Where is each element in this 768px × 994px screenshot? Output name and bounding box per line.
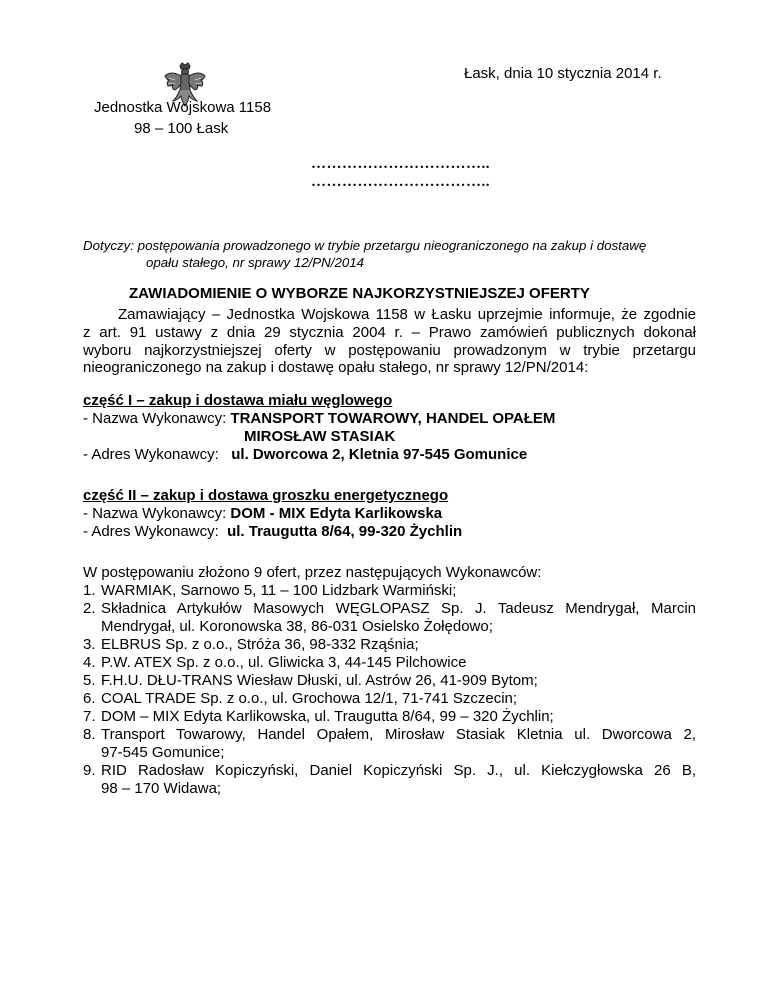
part2-heading: część II – zakup i dostawa groszku energetycznego <box>83 487 449 504</box>
intro-line-1: Zamawiający – Jednostka Wojskowa 1158 w Łasku uprzejmie informuje, że zgodnie <box>118 306 696 323</box>
offer-text: F.H.U. DŁU-TRANS Wiesław Dłuski, ul. Astrów 26, 41-909 Bytom; <box>101 672 538 689</box>
place-date: Łask, dnia 10 stycznia 2014 r. <box>464 65 662 82</box>
offer-text: P.W. ATEX Sp. z o.o., ul. Gliwicka 3, 44-145 Pilchowice <box>101 654 467 671</box>
offer-number: 9. <box>83 762 96 779</box>
offer-text: Transport Towarowy, Handel Opałem, Mirosław Stasiak Kletnia ul. Dworcowa 2, <box>101 726 696 743</box>
offer-text-continued: Mendrygał, ul. Koronowska 38, 86-031 Osielsko Żołędowo; <box>101 618 493 635</box>
document-title: ZAWIADOMIENIE O WYBORZE NAJKORZYSTNIEJSZEJ OFERTY <box>129 285 590 302</box>
part1-address-row <box>83 446 527 463</box>
offer-text: Składnica Artykułów Masowych WĘGLOPASZ Sp. J. Tadeusz Mendrygał, Marcin <box>101 600 696 617</box>
offer-text: COAL TRADE Sp. z o.o., ul. Grochowa 12/1, 71-741 Szczecin; <box>101 690 518 707</box>
part2-name-row <box>83 505 442 522</box>
part2-name-value: DOM - MIX Edyta Karlikowska <box>230 505 443 522</box>
offers-intro: W postępowaniu złożono 9 ofert, przez następujących Wykonawców: <box>83 564 542 581</box>
sender-address: 98 – 100 Łask <box>134 120 229 137</box>
subject-line-2: opału stałego, nr sprawy 12/PN/2014 <box>146 255 365 270</box>
part2-address-value: ul. Traugutta 8/64, 99-320 Żychlin <box>227 523 463 540</box>
part1-address-label: - Adres Wykonawcy: <box>83 446 232 463</box>
offer-number: 3. <box>83 636 96 653</box>
offer-text: RID Radosław Kopiczyński, Daniel Kopiczyński Sp. J., ul. Kiełczygłowska 26 B, <box>101 762 696 779</box>
sender-unit: Jednostka Wojskowa 1158 <box>94 99 272 116</box>
intro-line-4: nieograniczonego na zakup i dostawę opału stałego, nr sprawy 12/PN/2014: <box>83 359 589 376</box>
offer-text-continued: 97-545 Gomunice; <box>101 744 225 761</box>
offer-text: ELBRUS Sp. z o.o., Stróża 36, 98-332 Rząśnia; <box>101 636 419 653</box>
part2-name-label: - Nazwa Wykonawcy: <box>83 505 231 522</box>
recipient-line-2: …………………………….. <box>311 174 490 190</box>
part1-address-value: ul. Dworcowa 2, Kletnia 97-545 Gomunice <box>231 446 528 463</box>
offer-number: 5. <box>83 672 96 689</box>
part1-heading: część I – zakup i dostawa miału węglowego <box>83 392 393 409</box>
offer-number: 8. <box>83 726 96 743</box>
offer-number: 1. <box>83 582 96 599</box>
offer-number: 4. <box>83 654 96 671</box>
offer-text: WARMIAK, Sarnowo 5, 11 – 100 Lidzbark Warmiński; <box>101 582 457 599</box>
part2-address-label: - Adres Wykonawcy: <box>83 523 228 540</box>
part1-name-row <box>83 410 555 427</box>
intro-line-2: z art. 91 ustawy z dnia 29 stycznia 2004 r. – Prawo zamówień publicznych dokonał <box>83 324 696 341</box>
part1-name-value-line-2: MIROSŁAW STASIAK <box>244 428 396 445</box>
offer-text-continued: 98 – 170 Widawa; <box>101 780 222 797</box>
offer-number: 6. <box>83 690 96 707</box>
recipient-line-1: …………………………….. <box>311 156 490 172</box>
subject-line-1: Dotyczy: postępowania prowadzonego w trybie przetargu nieograniczonego na zakup i dostawę <box>83 238 647 253</box>
offer-number: 7. <box>83 708 96 725</box>
part2-address-row <box>83 523 462 540</box>
offer-text: DOM – MIX Edyta Karlikowska, ul. Traugutta 8/64, 99 – 320 Żychlin; <box>101 708 554 725</box>
part1-name-label: - Nazwa Wykonawcy: <box>83 410 231 427</box>
intro-line-3: wyboru najkorzystniejszej oferty w postępowaniu prowadzonym w trybie przetargu <box>83 342 696 359</box>
part1-name-value: TRANSPORT TOWAROWY, HANDEL OPAŁEM <box>230 410 556 427</box>
offer-number: 2. <box>83 600 96 617</box>
